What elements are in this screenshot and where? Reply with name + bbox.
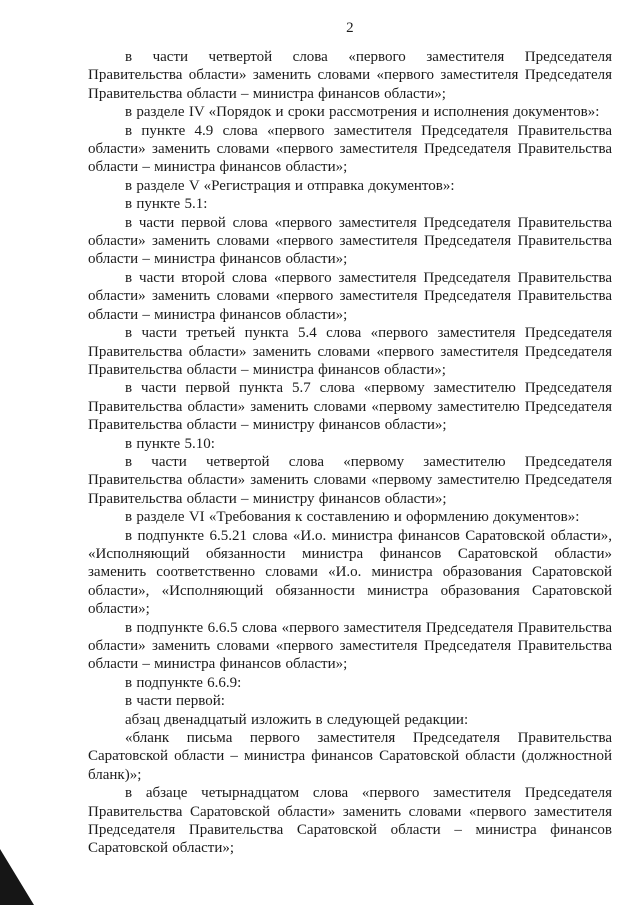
paragraph: в пункте 5.1: [125, 196, 208, 213]
paragraph: в части первой пункта 5.7 слова «первому заместителю Председателя Правительства области» заменить словами «первому заместителю Председателя Правительства области – министру финансов области»; [88, 380, 612, 434]
paragraph: «бланк письма первого заместителя Председателя Правительства Саратовской области – министра финансов Саратовской области (должностной бланк)»; [88, 730, 612, 783]
paragraph: в части второй слова «первого заместителя Председателя Правительства области» заменить словами «первого заместителя Председателя Правительства области – министра финансов области»; [88, 269, 612, 323]
paragraph: в пункте 4.9 слова «первого заместителя Председателя Правительства области» заменить словами «первого заместителя Председателя Правительства области – министра финансов области»; [88, 122, 612, 176]
paragraph: абзац двенадцатый изложить в следующей редакции: [125, 711, 469, 728]
document-body [88, 48, 612, 858]
paragraph: в части первой: [125, 693, 225, 710]
paragraph: в пункте 5.10: [125, 435, 215, 452]
paragraph: в части первой слова «первого заместителя Председателя Правительства области» заменить словами «первого заместителя Председателя Правительства области – министра финансов области»; [88, 214, 612, 268]
paragraph: в подпункте 6.6.9: [125, 674, 242, 691]
paragraph: в части четвертой слова «первому заместителю Председателя Правительства области» заменить словами «первому заместителю Председателя Правительства области – министру финансов области»; [88, 453, 612, 507]
paragraph: в разделе IV «Порядок и сроки рассмотрения и исполнения документов»: [125, 104, 600, 121]
paragraph: в подпункте 6.5.21 слова «И.о. министра финансов Саратовской области», «Исполняющий обязанности министра финансов Саратовской области» заменить соответственно словами «И.о. министра образования Саратовской области», «Исполняющий обязанности министра образования Саратовской области»; [88, 527, 612, 618]
page-number: 2 [346, 20, 354, 36]
paragraph: в разделе V «Регистрация и отправка документов»: [125, 177, 455, 194]
paragraph: в абзаце четырнадцатом слова «первого заместителя Председателя Правительства Саратовской области» заменить словами «первого заместителя Председателя Правительства Саратовской области – министра финансов Саратовской области»; [88, 785, 612, 857]
paragraph: в части четвертой слова «первого заместителя Председателя Правительства области» заменить словами «первого заместителя Председателя Правительства области – министра финансов области»; [88, 49, 612, 102]
paragraph: в подпункте 6.6.5 слова «первого заместителя Председателя Правительства области» заменить словами «первого заместителя Председателя Правительства области – министра финансов области»; [88, 619, 612, 673]
paragraph: в разделе VI «Требования к составлению и оформлению документов»: [125, 509, 580, 526]
paragraph: в части третьей пункта 5.4 слова «первого заместителя Председателя Правительства области» заменить словами «первого заместителя Председателя Правительства области – министра финансов области»; [88, 325, 612, 378]
scan-corner-artifact [0, 849, 34, 905]
